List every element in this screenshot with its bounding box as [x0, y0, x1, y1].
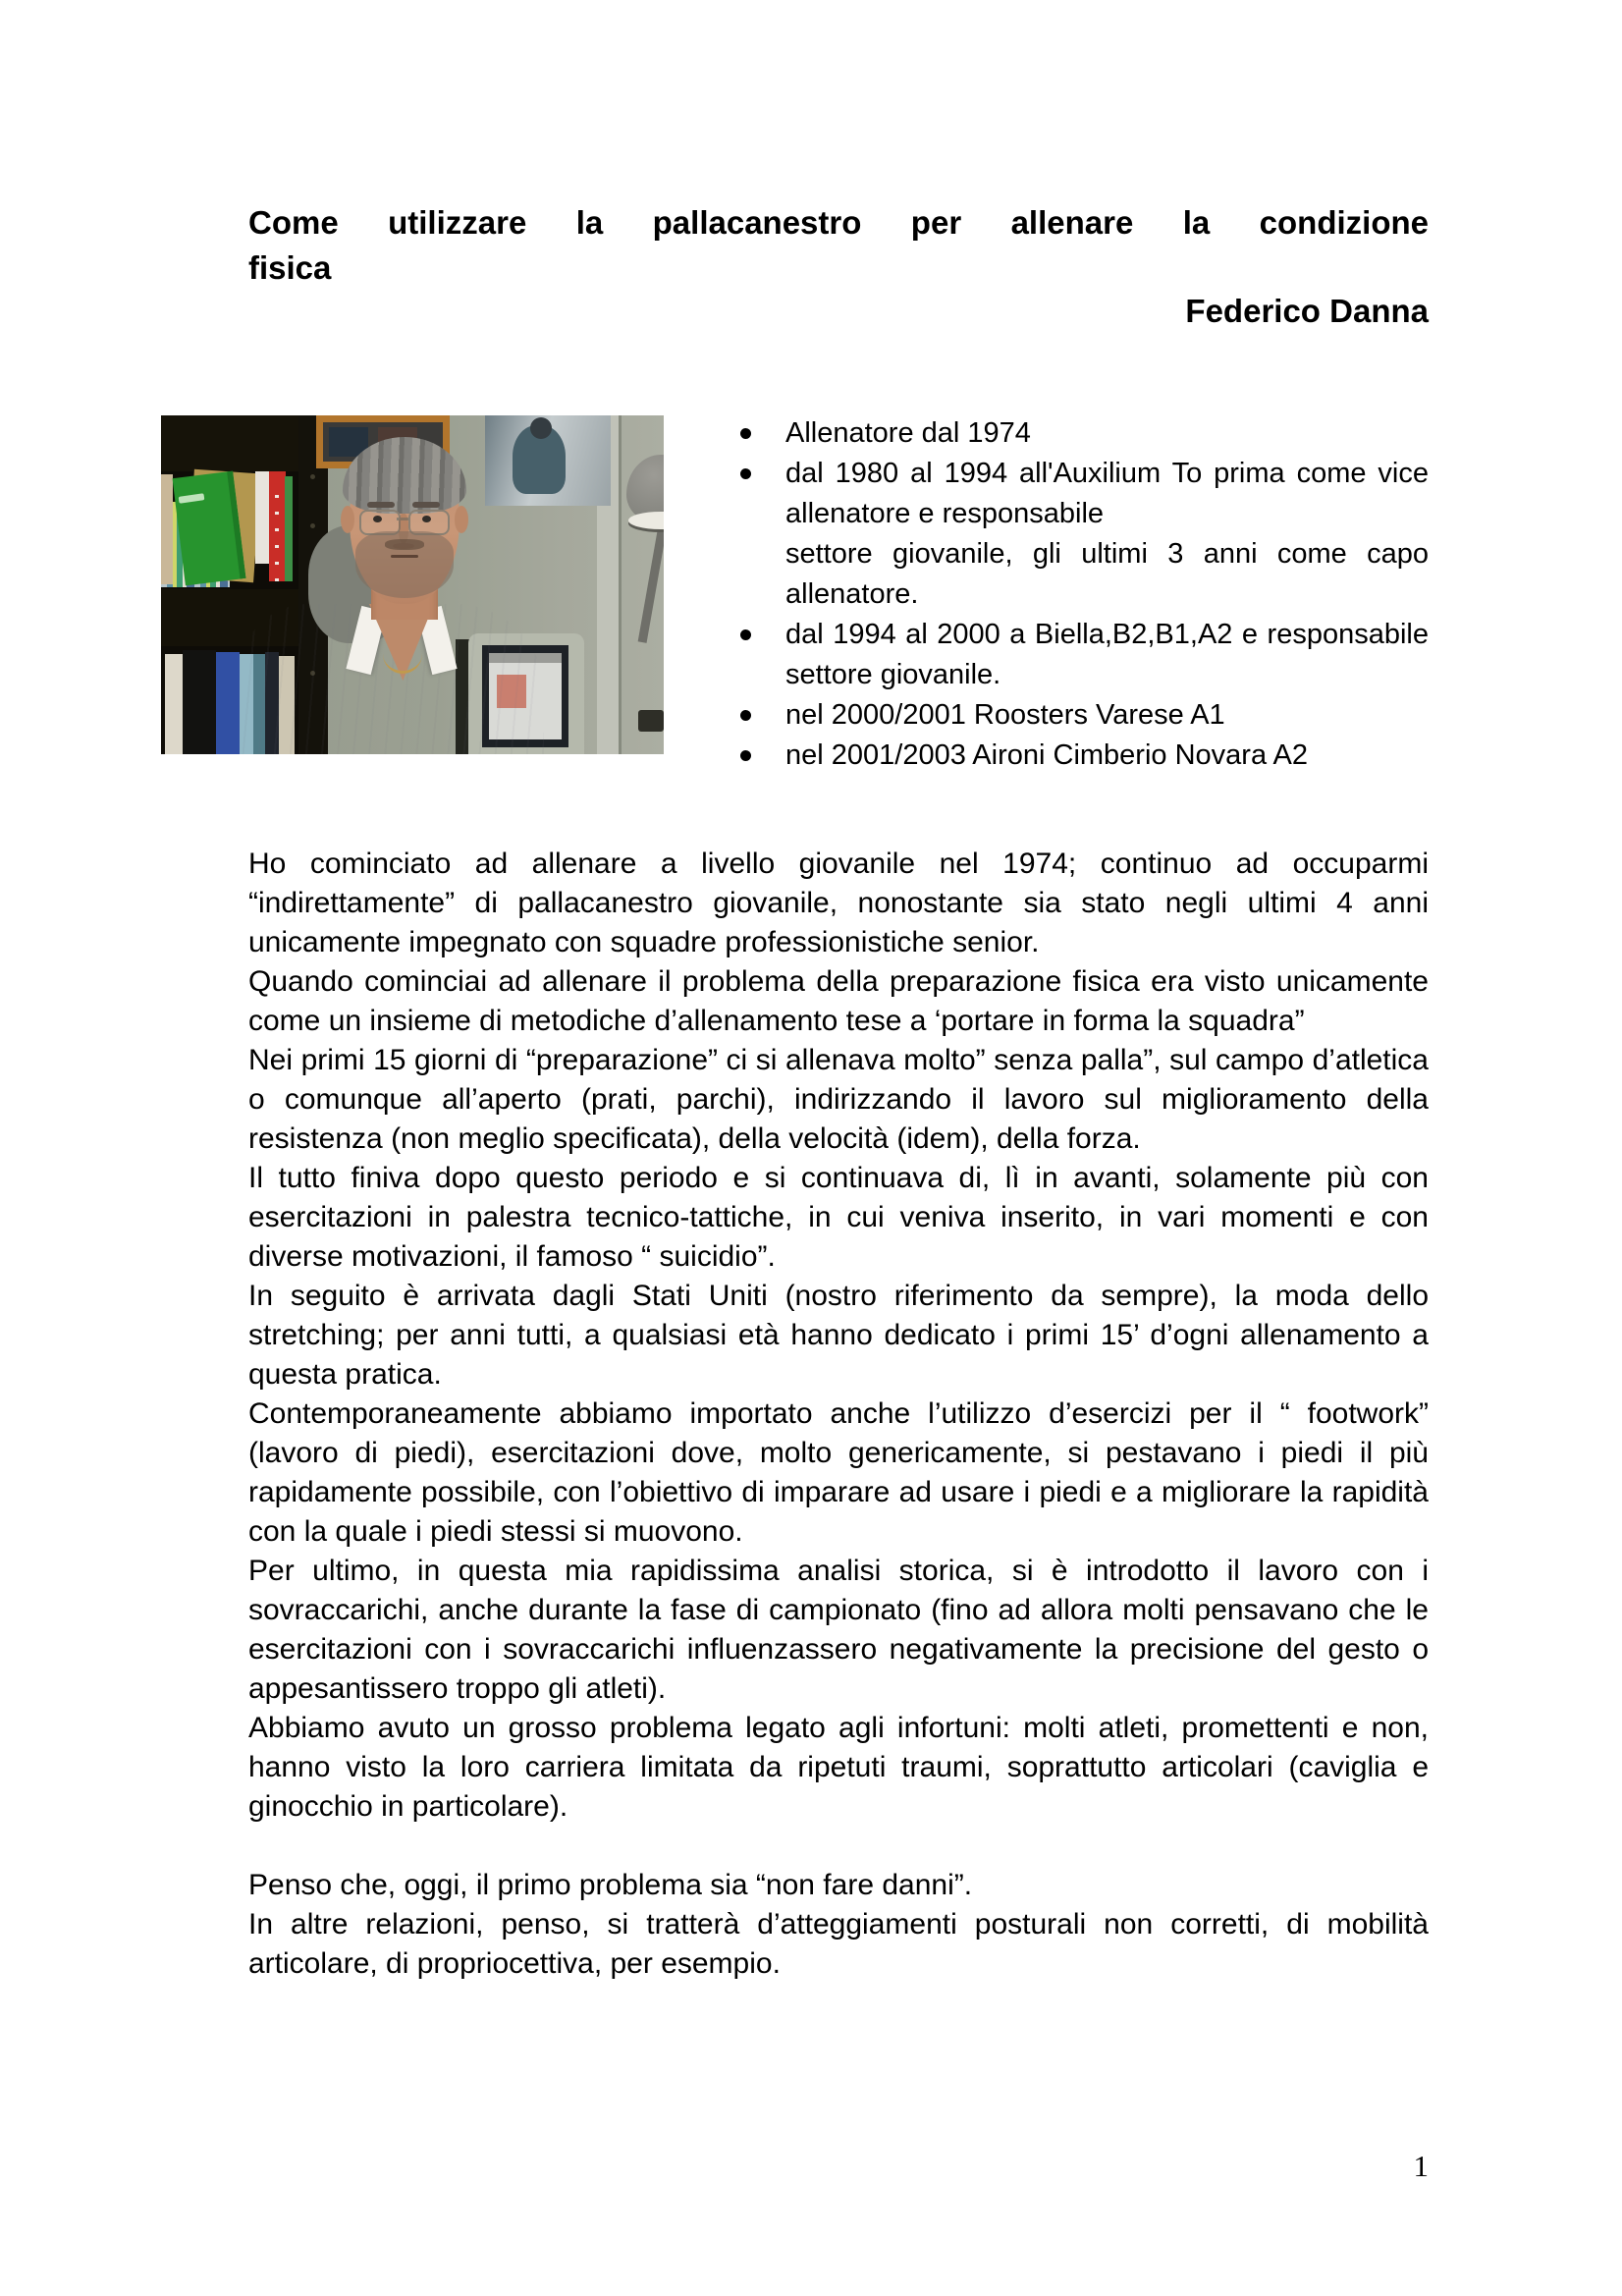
paragraph: Penso che, oggi, il primo problema sia “non fare danni”. — [248, 1869, 973, 1901]
right-eye — [422, 516, 431, 522]
bio-bullet-item — [664, 413, 1429, 454]
book-spine — [165, 654, 183, 754]
right-eyebrow — [412, 502, 440, 508]
book-spine — [216, 652, 240, 754]
left-ear — [341, 506, 354, 533]
paragraph: Ho cominciato ad allenare a livello giovanile nel 1974; continuo ad occuparmi “indirettamente” di pallacanestro giovanile, nonostante sia stato negli ultimi 4 anni unicamente impegnato con squadre professionistiche senior. — [248, 847, 1429, 958]
wall-poster — [485, 415, 611, 506]
paragraph: Quando cominciai ad allenare il problema della preparazione fisica era visto unicamente come un insieme di metodiche d’allenamento tese a ‘portare in forma la squadra” — [248, 965, 1429, 1037]
bio-bullet-line: dal 1994 al 2000 a Biella,B2,B1,A2 e responsabile settore giovanile. — [785, 619, 1429, 690]
book-spine — [183, 650, 216, 754]
wall-seam — [619, 415, 622, 754]
page-title-line-2: fisica — [248, 249, 332, 286]
author-portrait-photo — [161, 415, 664, 754]
shelf-peg-hole — [310, 523, 315, 528]
desk-object — [638, 710, 664, 732]
desk-lamp-arm — [638, 525, 664, 643]
right-ear — [455, 506, 468, 533]
man-face — [350, 445, 460, 604]
page-title — [248, 200, 1429, 291]
bio-bullet-line: nel 2001/2003 Aironi Cimberio Novara A2 — [785, 739, 1308, 771]
paragraph: Nei primi 15 giorni di “preparazione” ci si allenava molto” senza palla”, sul campo d’atletica o comunque all’aperto (prati, parchi), indirizzando il lavoro sul miglioramento della resistenza (non meglio specificata), della velocità (idem), della forza. — [248, 1044, 1429, 1155]
bookshelf-top-opening — [161, 471, 298, 589]
paragraph: Contemporaneamente abbiamo importato anche l’utilizzo d’esercizi per il “ footwork” (lavoro di piedi), esercitazioni dove, molto genericamente, si pestavano i piedi il più rapidamente possibile, con l’obiettivo di imparare ad usare i piedi e a migliorare la rapidità con la quale i piedi stessi si muovono. — [248, 1397, 1429, 1548]
mustache — [385, 539, 424, 550]
shelf-peg-hole — [310, 474, 315, 479]
bio-bullet-line: dal 1980 al 1994 all'Auxilium To prima come vice allenatore e responsabile — [785, 458, 1429, 529]
bio-bullet-item — [664, 736, 1429, 776]
desk-lamp-rim — [628, 512, 664, 529]
left-eyebrow — [367, 502, 395, 508]
paragraph: In altre relazioni, penso, si tratterà d’atteggiamenti posturali non corretti, di mobilità articolare, di propriocettiva, per esempio. — [248, 1908, 1429, 1980]
bio-bullets — [664, 413, 1429, 776]
paragraph: Abbiamo avuto un grosso problema legato agli infortuni: molti atleti, promettenti e non, hanno visto la loro carriera limitata da ripetuti traumi, soprattutto articolari (caviglia e ginocchio in particolare). — [248, 1712, 1429, 1823]
paragraph: Il tutto finiva dopo questo periodo e si continuava di, lì in avanti, solamente più con esercitazioni in palestra tecnico-tattiche, in cui veniva inserito, in vari momenti e con diverse motivazioni, il famoso “ suicidio”. — [248, 1162, 1429, 1273]
bio-bullet-item — [664, 695, 1429, 736]
thin-green-book — [285, 476, 293, 581]
left-eye — [373, 516, 382, 522]
poster-figure-head — [530, 417, 552, 439]
bio-bullet-item — [664, 454, 1429, 615]
page-title-line-1: Come utilizzare la pallacanestro per allenare la condizione — [248, 204, 1429, 241]
bio-bullet-line: settore giovanile, gli ultimi 3 anni come capo allenatore. — [785, 538, 1429, 610]
body-paragraphs — [248, 845, 1429, 1984]
bio-bullet-line: nel 2000/2001 Roosters Varese A1 — [785, 699, 1225, 731]
bio-bullet-item — [664, 615, 1429, 695]
red-book — [269, 471, 286, 581]
bio-bullet-line: Allenatore dal 1974 — [785, 417, 1031, 449]
paragraph: Per ultimo, in questa mia rapidissima analisi storica, si è introdotto il lavoro con i sovraccarichi, anche durante la fase di campionato (fino ad allora molti pensavano che le esercitazioni con i sovraccarichi influenzassero negativamente la precisione del gesto o appesantissero troppo gli atleti). — [248, 1555, 1429, 1705]
author-name: Federico Danna — [1185, 293, 1429, 329]
green-folder — [173, 471, 246, 586]
paragraph: In seguito è arrivata dagli Stati Uniti (nostro riferimento da sempre), la moda dello stretching; per anni tutti, a qualsiasi età hanno dedicato i primi 15’ d’ogni allenamento a questa pratica. — [248, 1280, 1429, 1391]
mouth — [391, 555, 418, 558]
blank-line — [248, 1827, 1429, 1866]
page-number: 1 — [1413, 2149, 1429, 2183]
bio-bullet-list — [664, 413, 1429, 776]
beige-book — [161, 474, 173, 584]
